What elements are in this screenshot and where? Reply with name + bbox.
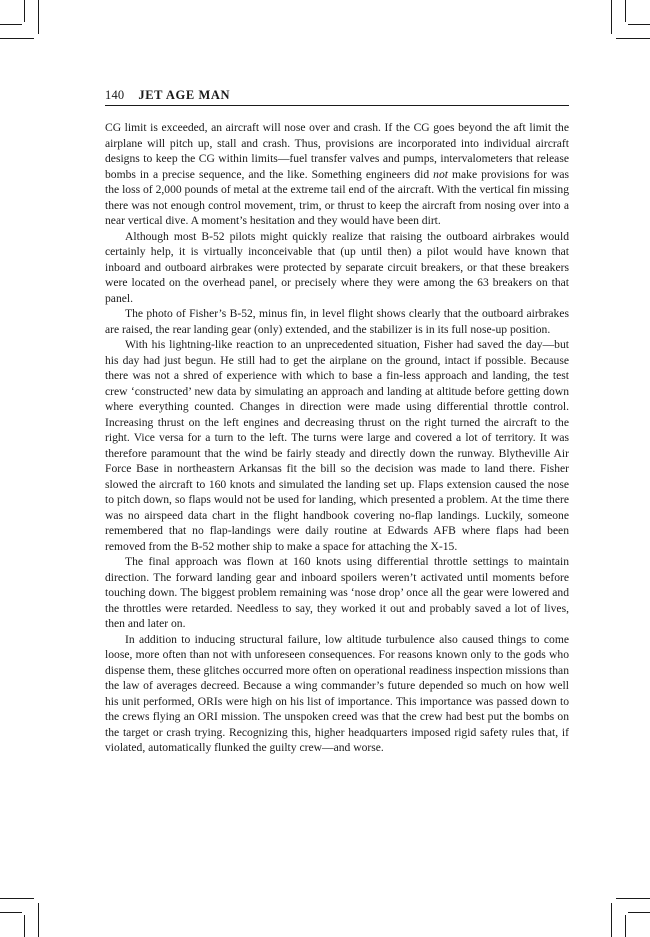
crop-mark-bottom-right-horizontal: [628, 912, 650, 913]
crop-mark-top-right-horizontal: [628, 24, 650, 25]
crop-mark-top-right-vertical: [625, 0, 626, 22]
running-head: [105, 88, 569, 106]
body-text: [105, 120, 569, 756]
crop-mark-bottom-left-vertical-2: [38, 903, 39, 937]
crop-mark-bottom-left-horizontal: [0, 912, 22, 913]
crop-mark-bottom-left-vertical: [24, 915, 25, 937]
crop-mark-bottom-left-horizontal-2: [0, 898, 34, 899]
paragraph-5: The final approach was flown at 160 knots using differential throttle settings to maintain direction. The forward landing gear and inboard spoilers weren’t activated until moments before touching down. The biggest problem remaining was ‘nose drop’ once all the gear were lowered and the throttles were retarded. Needless to say, they worked it out and probably saved a lot of lives, then and later on.: [105, 555, 569, 630]
paragraph-1-part-1: CG limit is exceeded, an aircraft will nose over and crash. If the CG goes beyond the aft limit the airplane will pitch up, stall and crash. Thus, provisions are incorporated into individual aircraft designs to keep the CG within limits—fuel transfer valves and pumps, intervalometers that release bombs in a precise sequence, and the like. Something engineers did: [105, 121, 569, 181]
crop-mark-top-right-vertical-2: [611, 0, 612, 34]
running-head-title: JET AGE MAN: [138, 88, 231, 102]
paragraph-1-emphasis: not: [433, 167, 448, 181]
crop-mark-top-right-horizontal-2: [616, 38, 650, 39]
crop-mark-bottom-right-vertical: [625, 915, 626, 937]
paragraph-3: The photo of Fisher’s B-52, minus fin, in level flight shows clearly that the outboard airbrakes are raised, the rear landing gear (only) extended, and the stabilizer is in its full nose-up position.: [105, 307, 569, 336]
crop-mark-top-left-vertical-2: [38, 0, 39, 34]
paragraph-2: Although most B-52 pilots might quickly realize that raising the outboard airbrakes would certainly help, it is virtually inconceivable that (up until then) a pilot would have known that inboard and outboard airbrakes were protected by separate circuit breakers, or that these breakers were located on the overhead panel, or precisely where they were among the 63 breakers on that panel.: [105, 229, 569, 305]
paragraph-1-part-3: make provisions for was the loss of 2,000 pounds of metal at the extreme tail end of the aircraft. With the vertical fin missing there was not enough control movement, trim, or thrust to keep the aircraft from nosing over into a near vertical dive. A moment’s hesitation and they would have been dirt.: [105, 167, 569, 227]
crop-mark-bottom-right-horizontal-2: [616, 898, 650, 899]
crop-mark-bottom-right-vertical-2: [611, 903, 612, 937]
paragraph-1: [105, 120, 569, 229]
paragraph-4: With his lightning-like reaction to an unprecedented situation, Fisher had saved the day—but his day had just begun. He still had to get the airplane on the ground, intact if possible. Because there was not a shred of experience with which to base a fin-less approach and landing, the test crew ‘constructed’ new data by simulating an approach and landing at altitude before getting down where everything counted. Changes in direction were made using differential throttle control. Increasing thrust on the left engines and decreasing thrust on the right turned the aircraft to the right. Vice versa for a turn to the left. The turns were large and covered a lot of territory. It was therefore paramount that the wind be fairly steady and directly down the runway. Blytheville Air Force Base in northeastern Arkansas fit the bill so the decision was made to land there. Fisher slowed the aircraft to 160 knots and simulated the landing set up. Flaps extension caused the nose to pitch down, so flaps would not be used for landing, which presented a problem. At the time there was no airspeed data chart in the flight handbook covering no-flap landings. Luckily, someone remembered that no flap-landings were daily routine at Edwards AFB where flaps had been removed from the B-52 mother ship to make a space for attaching the X-15.: [105, 338, 569, 553]
page-number: 140: [105, 88, 125, 102]
crop-mark-top-left-vertical: [24, 0, 25, 22]
book-page: [105, 88, 569, 756]
paragraph-6: In addition to inducing structural failure, low altitude turbulence also caused things to come loose, more often than not with unforeseen consequences. For reasons known only to the gods who dispense them, these glitches occurred more often on operational readiness inspection missions than the law of averages decreed. Because a wing commander’s future depended so much on how well his unit performed, ORIs were high on his list of importance. This importance was passed down to the crews flying an ORI mission. The unspoken creed was that the crew had best put the bombs on the target or crash trying. Recognizing this, higher headquarters imposed rigid safety rules that, if violated, automatically flunked the guilty crew—and worse.: [105, 632, 569, 754]
crop-mark-top-left-horizontal: [0, 24, 22, 25]
crop-mark-top-left-horizontal-2: [0, 38, 34, 39]
